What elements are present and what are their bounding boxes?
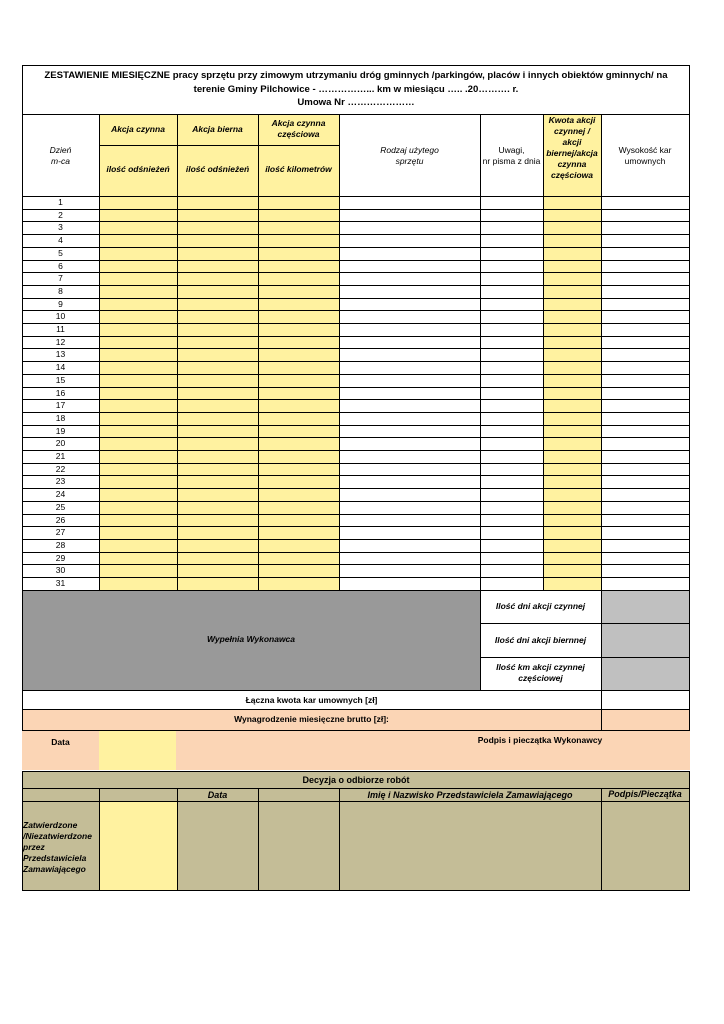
day-number: 7 — [58, 273, 63, 284]
table-row-line — [22, 412, 690, 413]
day-number: 8 — [58, 285, 63, 296]
header-kwota-2: czynnej / — [554, 126, 590, 136]
day-number: 17 — [55, 400, 66, 411]
decision-data-header: Data — [207, 790, 228, 800]
table-row-line — [22, 539, 690, 540]
day-number: 29 — [55, 552, 66, 563]
day-number: 25 — [55, 501, 66, 512]
header-uwagi-2: nr pisma z dnia — [482, 156, 541, 166]
day-number: 16 — [55, 387, 66, 398]
table-row-line — [22, 577, 690, 578]
header-uwagi: Uwagi, — [498, 145, 525, 155]
header-kwota-4: biernej/akcja — [546, 148, 598, 158]
table-row-line — [22, 260, 690, 261]
table-row-line — [22, 234, 690, 235]
day-number: 4 — [58, 235, 63, 246]
table-row-line — [22, 399, 690, 400]
label-wynagrodzenie: Wynagrodzenie miesięczne brutto [zł]: — [234, 714, 389, 724]
col-akcja-bierna-fill — [177, 114, 258, 590]
table-row-line — [22, 564, 690, 565]
table-row-line — [22, 285, 690, 286]
table-row-line — [22, 501, 690, 502]
decision-title: Decyzja o odbiorze robót — [302, 775, 410, 785]
day-number: 19 — [55, 425, 66, 436]
header-ilosc-odsniezen-1: ilość odśnieżeń — [106, 164, 170, 174]
day-number: 18 — [55, 412, 66, 423]
label-podpis-wykonawcy: Podpis i pieczątka Wykonawcy — [477, 735, 603, 745]
day-number: 22 — [55, 463, 66, 474]
table-row-line — [22, 488, 690, 489]
day-number: 28 — [55, 539, 66, 550]
label-km-czesciowej-2: częściowej — [518, 673, 563, 683]
day-number: 6 — [58, 260, 63, 271]
header-akcja-czesciowa: Akcja czynna częściowa — [271, 118, 326, 139]
col-kwota-fill — [543, 114, 601, 590]
header-akcja-bierna: Akcja bierna — [192, 124, 243, 134]
col-akcja-czynna-fill — [99, 114, 177, 590]
title-line-3: Umowa Nr ………………… — [297, 97, 415, 108]
day-number: 21 — [55, 451, 66, 461]
day-number: 24 — [55, 489, 66, 500]
decision-zatw-2: /Niezatwierdzone — [23, 831, 92, 841]
day-number: 11 — [56, 324, 65, 334]
table-row-line — [22, 450, 690, 451]
header-rodzaj: Rodzaj użytego — [380, 145, 439, 155]
title-line-2: terenie Gminy Pilchowice - ……………... km w miesiącu ….. .20………. r. — [193, 84, 519, 95]
decision-zatw-5: Zamawiającego — [23, 864, 86, 874]
day-number: 20 — [55, 438, 66, 449]
day-number: 23 — [55, 476, 66, 487]
header-kary-2: umownych — [624, 156, 666, 166]
day-number: 10 — [55, 311, 66, 322]
decision-zatw-4: Przedstawiciela — [23, 853, 87, 863]
header-kary: Wysokość kar — [618, 145, 672, 155]
table-row-line — [22, 437, 690, 438]
header-rodzaj-2: sprzętu — [395, 156, 424, 166]
day-number: 2 — [58, 209, 63, 220]
label-laczna-kwota: Łączna kwota kar umownych [zł] — [245, 695, 378, 705]
table-row-line — [22, 298, 690, 299]
header-kwota-5: czynna — [557, 159, 587, 169]
label-km-czesciowej: Ilość km akcji czynnej — [496, 662, 585, 672]
day-number: 12 — [55, 336, 66, 347]
header-kwota-6: częściowa — [550, 170, 594, 180]
table-row-line — [22, 387, 690, 388]
day-number: 27 — [55, 527, 66, 538]
date-field-fill[interactable] — [99, 730, 176, 770]
day-number: 14 — [55, 362, 66, 373]
table-row-line — [22, 209, 690, 210]
table-row-line — [22, 247, 690, 248]
table-row-line — [22, 475, 690, 476]
table-row-line — [22, 323, 690, 324]
table-row-line — [22, 425, 690, 426]
table-row-line — [22, 348, 690, 349]
day-number: 30 — [55, 565, 66, 576]
col-akcja-czesciowa-fill — [258, 114, 339, 590]
table-row-line — [22, 310, 690, 311]
wypelnia-wykonawca: Wypełnia Wykonawca — [206, 634, 296, 644]
label-dni-biernej: Ilość dni akcji biernnej — [494, 635, 587, 645]
summary-value-1[interactable] — [601, 590, 689, 690]
label-data: Data — [51, 737, 70, 747]
table-row-line — [22, 272, 690, 273]
decision-podpis-header: Podpis/Pieczątka — [608, 789, 682, 799]
header-kwota-3: akcji — [562, 137, 582, 147]
table-row-line — [22, 526, 690, 527]
table-row-line — [22, 361, 690, 362]
table-row-line — [22, 221, 690, 222]
day-number: 15 — [55, 374, 66, 385]
title-line-1: ZESTAWIENIE MIESIĘCZNE pracy sprzętu przy zimowym utrzymaniu dróg gminnych /parkingów, placów i innych obiektów gminnych/ na — [44, 70, 668, 81]
day-number: 26 — [55, 514, 66, 525]
header-day-2: m-ca — [51, 156, 70, 166]
table-row-line — [22, 463, 690, 464]
header-ilosc-odsniezen-2: ilość odśnieżeń — [185, 164, 250, 174]
table-row-line — [22, 552, 690, 553]
table-row-line — [22, 336, 690, 337]
decision-zatw-1: Zatwierdzone — [23, 820, 78, 830]
header-day: Dzień — [49, 145, 72, 155]
day-number: 9 — [58, 298, 63, 309]
decision-zatw-3: przez — [23, 842, 45, 852]
decision-yellow-cell[interactable] — [99, 801, 177, 891]
header-akcja-czynna: Akcja czynna — [111, 124, 165, 134]
label-dni-czynnej: Ilość dni akcji czynnej — [495, 601, 586, 611]
table-row-line — [22, 514, 690, 515]
day-number: 31 — [55, 578, 66, 588]
day-number: 13 — [55, 349, 66, 360]
day-number: 1 — [58, 197, 63, 207]
decision-imie-header: Imię i Nazwisko Przedstawiciela Zamawiającego — [367, 790, 573, 800]
header-kwota-1: Kwota akcji — [548, 115, 596, 125]
table-row-line — [22, 374, 690, 375]
day-number: 5 — [58, 247, 63, 258]
day-number: 3 — [58, 222, 63, 233]
header-ilosc-km: ilość kilometrów — [265, 164, 332, 174]
